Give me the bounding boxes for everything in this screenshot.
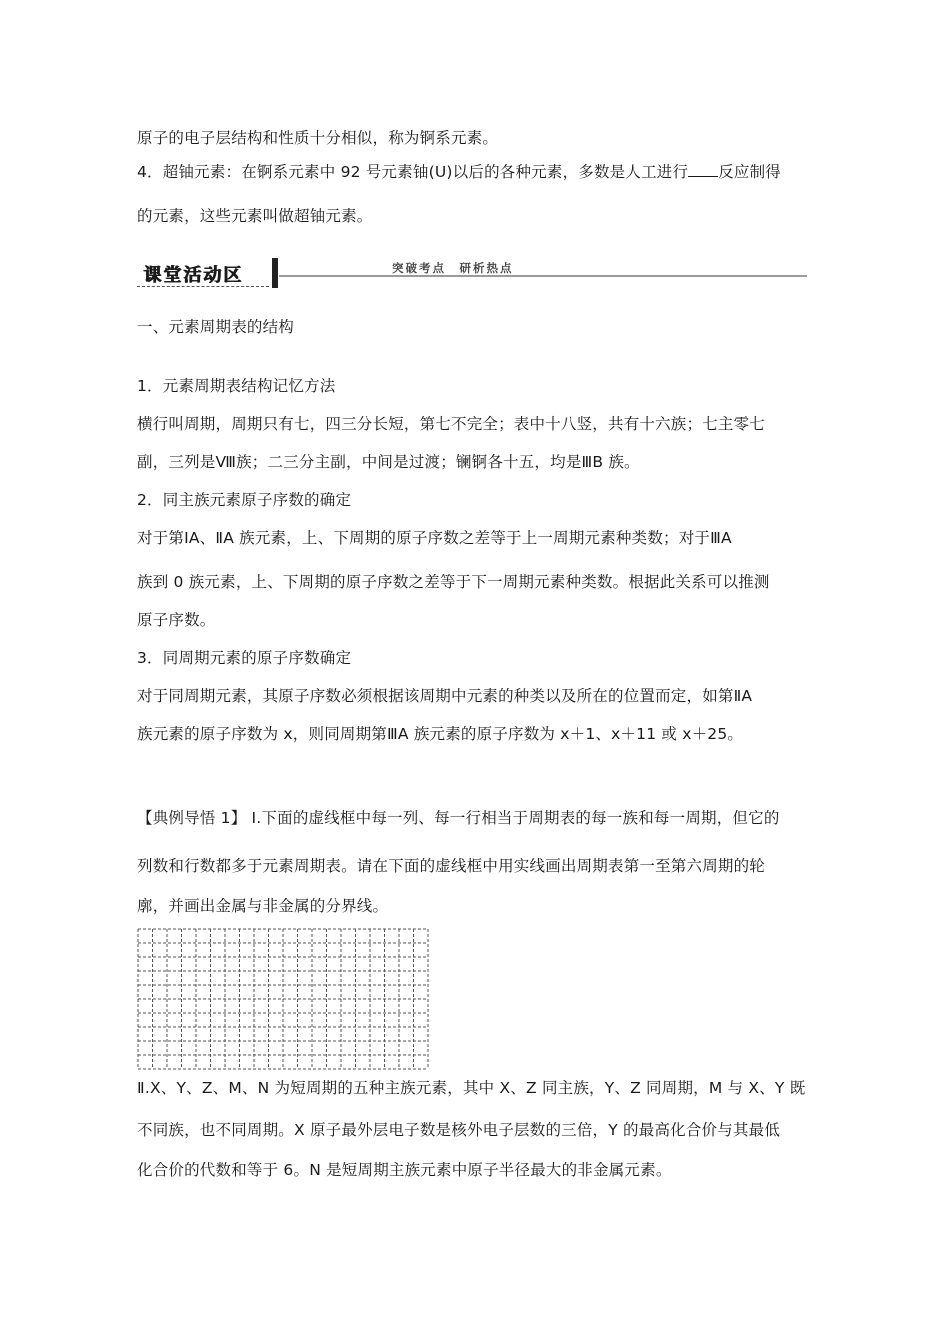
point-2-line-2: 族到 0 族元素，上、下周期的原子序数之差等于下一周期元素种类数。根据此关系可以推测 <box>137 573 770 591</box>
point-2-line-3: 原子序数。 <box>137 611 216 629</box>
dashed-grid-frame[interactable] <box>137 928 429 1070</box>
example-text: Ⅰ.下面的虚线框中每一列、每一行相当于周期表的每一族和每一周期，但它的 <box>251 809 780 827</box>
section-heading: 一、元素周期表的结构 <box>137 318 295 336</box>
point-2-title: 2．同主族元素原子序数的确定 <box>137 491 352 509</box>
section-banner <box>137 258 807 290</box>
example-line-1 <box>137 808 780 828</box>
banner-dashed-underline <box>137 286 269 287</box>
intro-line-1: 原子的电子层结构和性质十分相似，称为锕系元素。 <box>137 129 499 147</box>
intro-line-2-end: 反应制得 <box>718 163 781 181</box>
point-2-line-1: 对于第ⅠA、ⅡA 族元素，上、下周期的原子序数之差等于上一周期元素种类数；对于ⅢA <box>137 529 732 547</box>
intro-line-2 <box>137 162 781 182</box>
intro-line-2-text: 4．超铀元素：在锕系元素中 92 号元素铀(U)以后的各种元素，多数是人工进行 <box>137 163 689 181</box>
intro-line-3: 的元素，这些元素叫做超铀元素。 <box>137 207 373 225</box>
point-3-title: 3．同周期元素的原子序数确定 <box>137 649 352 667</box>
example-part2-line-2: 不同族，也不同周期。X 原子最外层电子数是核外电子层数的三倍，Y 的最高化合价与其最低 <box>137 1121 781 1139</box>
banner-rule <box>279 275 807 277</box>
example-part2-line-3: 化合价的代数和等于 6。N 是短周期主族元素中原子半径最大的非金属元素。 <box>137 1161 672 1179</box>
point-3-line-2: 族元素的原子序数为 x，则同周期第ⅢA 族元素的原子序数为 x＋1、x＋11 或 x＋25。 <box>137 725 744 743</box>
point-1-line-2: 副，三列是Ⅷ族；二三分主副，中间是过渡；镧锕各十五，均是ⅢB 族。 <box>137 453 640 471</box>
banner-bar <box>272 258 278 288</box>
fill-in-blank <box>688 162 718 177</box>
banner-subtitle: 突破考点 研析热点 <box>392 261 514 275</box>
point-1-line-1: 横行叫周期，周期只有七，四三分长短，第七不完全；表中十八竖，共有十六族；七主零七 <box>137 415 766 433</box>
example-line-3: 廓，并画出金属与非金属的分界线。 <box>137 897 389 915</box>
example-part2-line-1: Ⅱ.X、Y、Z、M、N 为短周期的五种主族元素，其中 X、Z 同主族，Y、Z 同周期，M 与 X、Y 既 <box>137 1079 806 1097</box>
example-label: 【典例导悟 1】 <box>137 809 247 827</box>
point-1-title: 1．元素周期表结构记忆方法 <box>137 377 336 395</box>
banner-title: 课堂活动区 <box>143 265 243 286</box>
point-3-line-1: 对于同周期元素，其原子序数必须根据该周期中元素的种类以及所在的位置而定，如第ⅡA <box>137 687 753 705</box>
example-line-2: 列数和行数都多于元素周期表。请在下面的虚线框中用实线画出周期表第一至第六周期的轮 <box>137 857 766 875</box>
